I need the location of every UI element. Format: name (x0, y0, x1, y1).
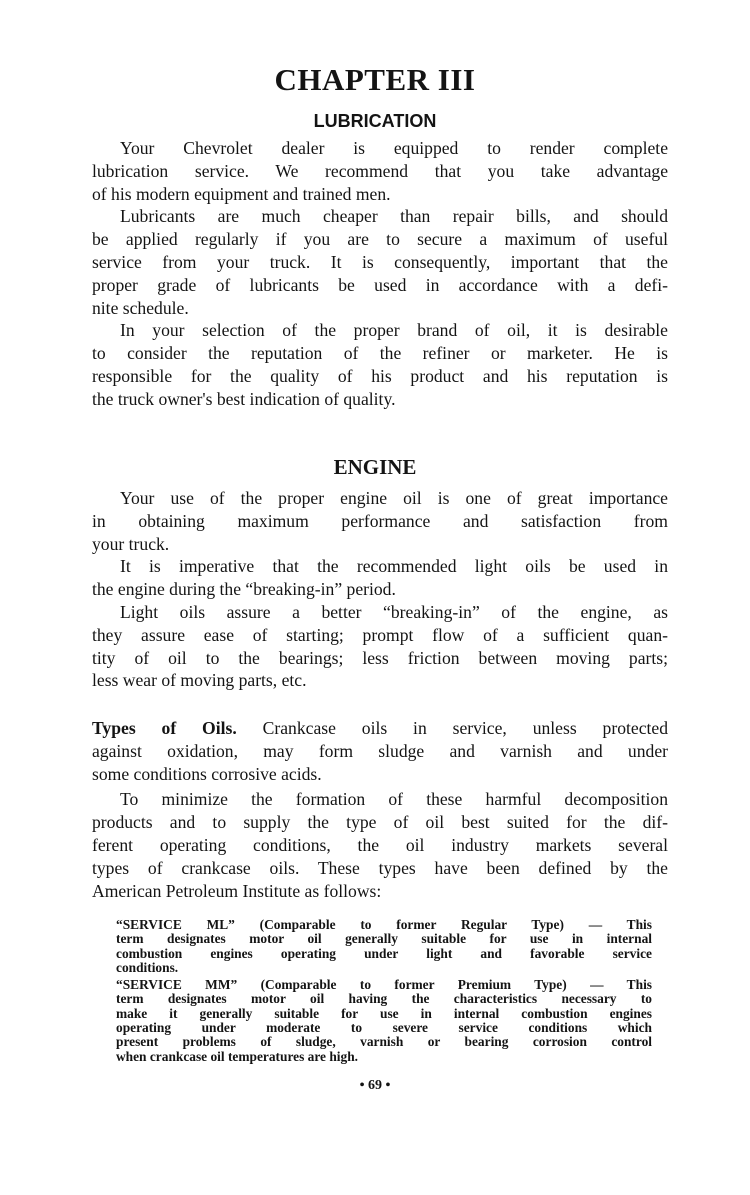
text-line: the truck owner's best indication of quality. (92, 388, 396, 409)
paragraph (92, 137, 668, 205)
text-line: when crankcase oil temperatures are high. (116, 1048, 358, 1064)
paragraph (92, 487, 668, 555)
text-line: To minimize the formation of these harmful decomposition (120, 789, 668, 810)
page-number: • 69 • (359, 1078, 391, 1093)
text-line: lubrication service. We recommend that you take advantage (92, 160, 668, 181)
paragraph (92, 717, 668, 785)
engine-text (92, 487, 668, 692)
text-line: Types of Oils. Crankcase oils in service, unless protected (92, 718, 668, 738)
types-heading: Types of Oils. (92, 718, 237, 738)
text-line: tity of oil to the bearings; less friction between moving parts; (92, 647, 668, 668)
paragraph (116, 978, 652, 1064)
text-line: It is imperative that the recommended light oils be used in (120, 556, 668, 577)
engine-heading: ENGINE (333, 455, 417, 479)
types-of-oils-text (92, 717, 668, 902)
service-definitions (116, 918, 652, 1064)
text-line: against oxidation, may form sludge and varnish and under (92, 740, 668, 761)
text-line: less wear of moving parts, etc. (92, 670, 307, 691)
text-line: to consider the reputation of the refiner or marketer. He is (92, 343, 668, 364)
paragraph (92, 205, 668, 319)
text-line: present problems of sludge, varnish or bearing corrosion control (116, 1034, 652, 1050)
text-line: “SERVICE ML” (Comparable to former Regular Type) — This (116, 917, 652, 932)
text-line: Your use of the proper engine oil is one of great importance (120, 488, 668, 508)
text-line: the engine during the “breaking-in” period. (92, 579, 396, 600)
section-title: LUBRICATION (313, 111, 437, 131)
text-line: products and to supply the type of oil best suited for the dif- (92, 812, 668, 833)
paragraph (92, 555, 668, 601)
text-line: conditions. (116, 959, 179, 975)
text-line: “SERVICE MM” (Comparable to former Premium Type) — This (116, 977, 652, 993)
text-line: service from your truck. It is consequently, important that the (92, 251, 668, 272)
chapter-title: CHAPTER III (274, 62, 476, 97)
text-line: Light oils assure a better “breaking-in” of the engine, as (120, 601, 668, 622)
text-line: In your selection of the proper brand of oil, it is desirable (120, 320, 668, 341)
text-line: term designates motor oil having the characteristics necessary to (116, 991, 652, 1007)
text-line: operating under moderate to severe service conditions which (116, 1020, 652, 1036)
text-line: combustion engines operating under light and favorable service (116, 945, 652, 961)
text-line: some conditions corrosive acids. (92, 763, 322, 784)
intro-text (92, 137, 668, 411)
text-line: term designates motor oil generally suitable for use in internal (116, 931, 652, 947)
paragraph (92, 319, 668, 410)
paragraph (92, 788, 668, 902)
paragraph (116, 918, 652, 975)
text-line: your truck. (92, 533, 170, 554)
text-line: nite schedule. (92, 297, 189, 318)
text-line: Your Chevrolet dealer is equipped to render complete (120, 138, 668, 158)
text-line: proper grade of lubricants be used in accordance with a defi- (92, 274, 668, 295)
text-line: in obtaining maximum performance and satisfaction from (92, 510, 668, 531)
text-line: ferent operating conditions, the oil industry markets several (92, 834, 668, 855)
text-line: Lubricants are much cheaper than repair bills, and should (120, 206, 668, 227)
text-line: types of crankcase oils. These types have been defined by the (92, 857, 668, 878)
text-line: they assure ease of starting; prompt flow of a sufficient quan- (92, 624, 668, 645)
text-line: of his modern equipment and trained men. (92, 183, 391, 204)
text-line: be applied regularly if you are to secure a maximum of useful (92, 229, 668, 250)
text-line: American Petroleum Institute as follows: (92, 880, 382, 901)
text-line: responsible for the quality of his product and his reputation is (92, 365, 668, 386)
text-line: make it generally suitable for use in internal combustion engines (116, 1005, 652, 1021)
paragraph (92, 601, 668, 692)
